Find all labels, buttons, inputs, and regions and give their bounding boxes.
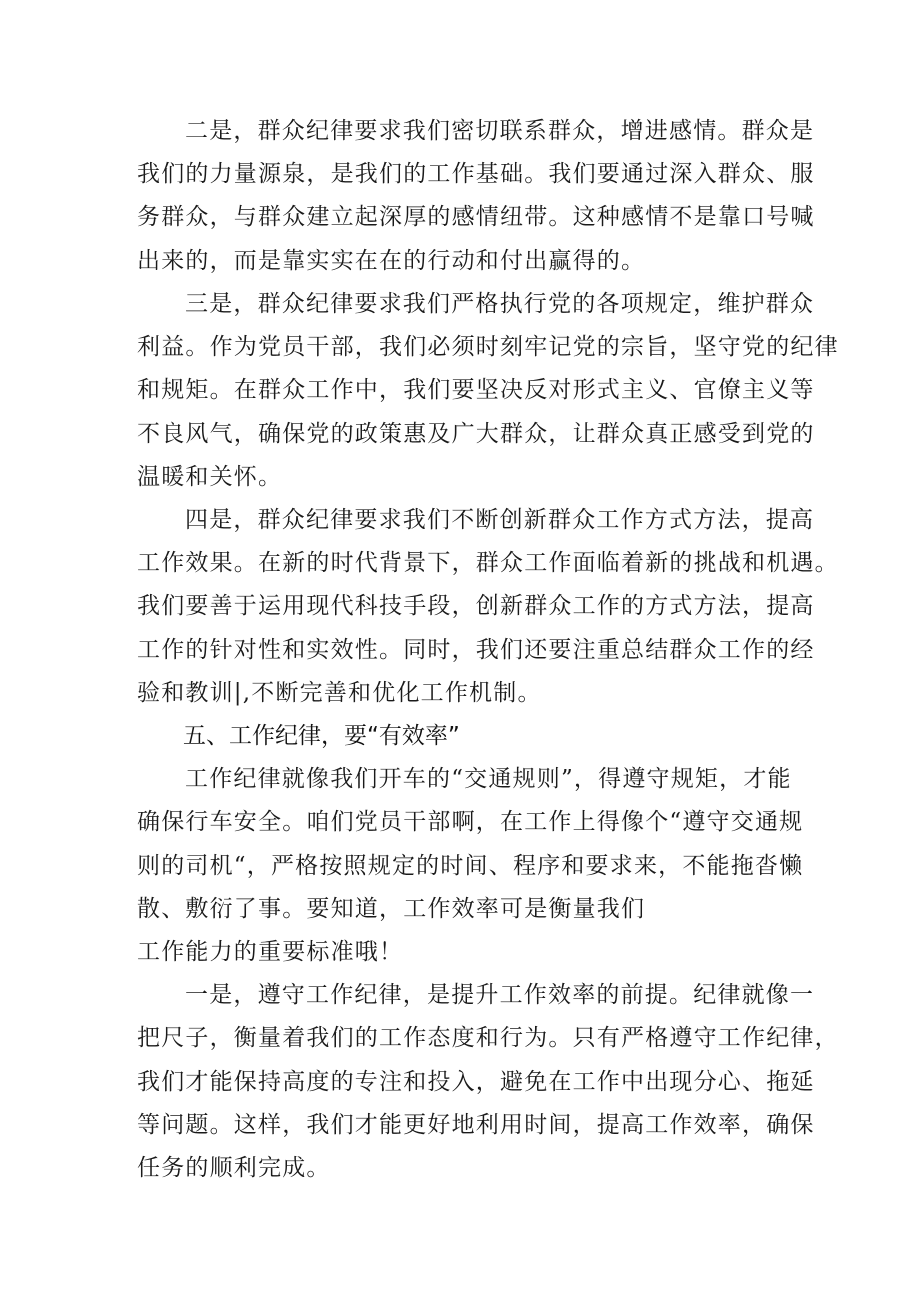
paragraph-line: 和规矩。在群众工作中，我们要坚决反对形式主义、官僚主义等 xyxy=(137,377,815,403)
paragraph-line: 散、敷衍了事。要知道，工作效率可是衡量我们 xyxy=(137,896,646,922)
paragraph-line: 不良风气，确保党的政策惠及广大群众，让群众真正感受到党的 xyxy=(137,421,815,447)
paragraph-line: 四是，群众纪律要求我们不断创新群众工作方式方法，提高 xyxy=(185,507,815,533)
paragraph-line: 我们才能保持高度的专注和投入，避免在工作中出现分心、拖延 xyxy=(137,1069,815,1095)
paragraph-line: 任务的顺利完成。 xyxy=(137,1155,331,1181)
paragraph-line: 我们要善于运用现代科技手段，创新群众工作的方式方法，提高 xyxy=(137,593,815,619)
paragraph-line: 利益。作为党员干部，我们必须时刻牢记党的宗旨，坚守党的纪律 xyxy=(137,334,839,360)
paragraph-line: 工作的针对性和实效性。同时，我们还要注重总结群众工作的经 xyxy=(137,637,815,663)
paragraph-line: 工作效果。在新的时代背景下，群众工作面临着新的挑战和机遇。 xyxy=(137,550,839,576)
paragraph-line: 一是，遵守工作纪律，是提升工作效率的前提。纪律就像一 xyxy=(185,982,815,1008)
paragraph-line: 温暖和关怀。 xyxy=(137,464,283,490)
paragraph-line: 确保行车安全。咱们党员干部啊，在工作上得像个“遵守交通规 xyxy=(137,809,804,835)
paragraph-line: 我们的力量源泉，是我们的工作基础。我们要通过深入群众、服 xyxy=(137,161,815,187)
paragraph-line: 则的司机“，严格按照规定的时间、程序和要求来，不能拖沓懒 xyxy=(137,853,804,879)
paragraph-line: 把尺子，衡量着我们的工作态度和行为。只有严格遵守工作纪律， xyxy=(137,1025,839,1051)
paragraph-line: 三是，群众纪律要求我们严格执行党的各项规定，维护群众 xyxy=(185,291,815,317)
paragraph-line: 二是，群众纪律要求我们密切联系群众，增进感情。群众是 xyxy=(185,118,815,144)
paragraph-line: 等问题。这样，我们才能更好地利用时间，提高工作效率，确保 xyxy=(137,1112,815,1138)
paragraph-line: 验和教训|,不断完善和优化工作机制。 xyxy=(137,680,542,706)
section-heading: 五、工作纪律，要“有效率” xyxy=(183,723,460,749)
paragraph-line: 工作能力的重要标准哦！ xyxy=(137,939,404,965)
paragraph-line: 工作纪律就像我们开车的“交通规则”，得遵守规矩，才能 xyxy=(185,766,792,792)
paragraph-line: 务群众，与群众建立起深厚的感情纽带。这种感情不是靠口号喊 xyxy=(137,204,815,230)
paragraph-line: 出来的，而是靠实实在在的行动和付出赢得的。 xyxy=(137,248,646,274)
